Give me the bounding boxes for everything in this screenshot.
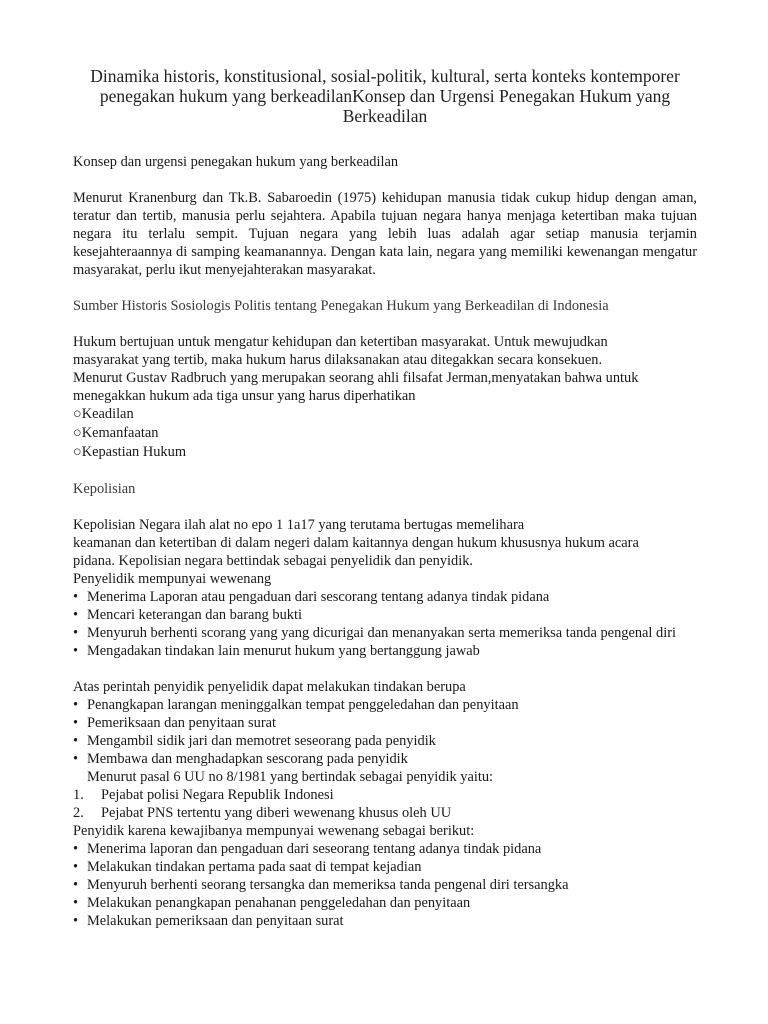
bullet-icon: • [73,913,79,929]
paragraph-line: Menurut Gustav Radbruch yang merupakan seorang ahli filsafat Jerman,menyatakan bahwa untuk [73,370,639,386]
section-heading-sumber-historis: Sumber Historis Sosiologis Politis tentang Penegakan Hukum yang Berkeadilan di Indonesia [73,298,609,314]
penyidik-numbered-list [73,786,697,822]
paragraph-line: Hukum bertujuan untuk mengatur kehidupan dan ketertiban masyarakat. Untuk mewujudkan [73,334,608,350]
paragraph-line: Penyidik karena kewajibanya mempunyai wewenang sebagai berikut: [73,823,475,839]
bullet-icon: • [73,733,79,749]
penyidik-wewenang-list [73,840,697,930]
list-item: • Mengambil sidik jari dan memotret seseorang pada penyidik [73,733,436,749]
list-item: 2. Pejabat PNS tertentu yang diberi wewenang khusus oleh UU [73,805,452,821]
paragraph-line: pidana. Kepolisian negara bettindak sebagai penyelidik dan penyidik. [73,553,474,569]
paragraph-line: Penyelidik mempunyai wewenang [73,571,272,587]
paragraph-line: Atas perintah penyidik penyelidik dapat melakukan tindakan berupa [73,679,466,695]
list-item: 1. Pejabat polisi Negara Republik Indonesi [73,787,334,803]
bullet-icon: • [73,589,79,605]
bullet-icon: • [73,841,79,857]
paragraph-line: Kepolisian Negara ilah alat no epo 1 1a17 yang terutama bertugas memelihara [73,517,525,533]
list-item: ○Keadilan [73,406,134,422]
list-item: • Melakukan pemeriksaan dan penyitaan surat [73,913,344,929]
bullet-icon: • [73,715,79,731]
section-heading-kepolisian: Kepolisian [73,481,136,497]
list-item: • Menerima laporan dan pengaduan dari seseorang tentang adanya tindak pidana [73,841,542,857]
bullet-icon: • [73,895,79,911]
paragraph-kranenburg: Menurut Kranenburg dan Tk.B. Sabaroedin (1975) kehidupan manusia tidak cukup hidup dengan aman, teratur dan tertib, manusia perlu sejahtera. Apabila tujuan negara hanya menjaga ketertiban maka tujuan negara itu terlalu sempit. Tujuan negara yang lebih luas adalah agar setiap manusia terjamin kesejahteraannya di samping keamanannya. Dengan kata lain, negara yang memiliki kewenangan mengatur masyarakat, perlu ikut menyejahterakan masyarakat. [73,190,697,278]
list-item: • Melakukan penangkapan penahanan penggeledahan dan penyitaan [73,895,471,911]
list-item: • Menyuruh berhenti scorang yang yang dicurigai dan menanyakan serta memeriksa tanda pengenal diri [73,625,677,641]
section-heading-konsep: Konsep dan urgensi penegakan hukum yang berkeadilan [73,154,399,170]
tindakan-list [73,696,697,768]
paragraph-line: menegakkan hukum ada tiga unsur yang harus diperhatikan [73,388,416,404]
document-page [73,66,697,930]
unsur-list [73,405,697,462]
document-title: Dinamika historis, konstitusional, sosial-politik, kultural, serta konteks kontemporer penegakan hukum yang berkeadilanKonsep dan Urgensi Penegakan Hukum yang Berkeadilan [90,66,680,126]
penyelidik-wewenang-list [73,588,697,660]
list-item: • Menyuruh berhenti seorang tersangka dan memeriksa tanda pengenal diri tersangka [73,877,569,893]
circle-bullet-icon: ○ [73,406,82,422]
bullet-icon: • [73,697,79,713]
list-item: • Melakukan tindakan pertama pada saat di tempat kejadian [73,859,422,875]
circle-bullet-icon: ○ [73,444,82,460]
bullet-icon: • [73,877,79,893]
list-number: 1. [73,787,84,803]
list-number: 2. [73,805,84,821]
bullet-icon: • [73,751,79,767]
bullet-icon: • [73,643,79,659]
list-item: • Mengadakan tindakan lain menurut hukum yang bertanggung jawab [73,643,480,659]
list-item: • Menerima Laporan atau pengaduan dari sescorang tentang adanya tindak pidana [73,589,550,605]
list-item: ○Kepastian Hukum [73,444,187,460]
paragraph-line: Menurut pasal 6 UU no 8/1981 yang bertindak sebagai penyidik yaitu: [87,769,494,785]
paragraph-line: keamanan dan ketertiban di dalam negeri dalam kaitannya dengan hukum khususnya hukum acara [73,535,639,551]
list-item: • Penangkapan larangan meninggalkan tempat penggeledahan dan penyitaan [73,697,519,713]
bullet-icon: • [73,607,79,623]
list-item: • Pemeriksaan dan penyitaan surat [73,715,277,731]
circle-bullet-icon: ○ [73,425,82,441]
paragraph-line: masyarakat yang tertib, maka hukum harus dilaksanakan atau ditegakkan secara konsekuen. [73,352,603,368]
list-item: • Membawa dan menghadapkan sescorang pada penyidik [73,751,408,767]
bullet-icon: • [73,859,79,875]
list-item: • Mencari keterangan dan barang bukti [73,607,302,623]
list-item: ○Kemanfaatan [73,425,159,441]
bullet-icon: • [73,625,79,641]
